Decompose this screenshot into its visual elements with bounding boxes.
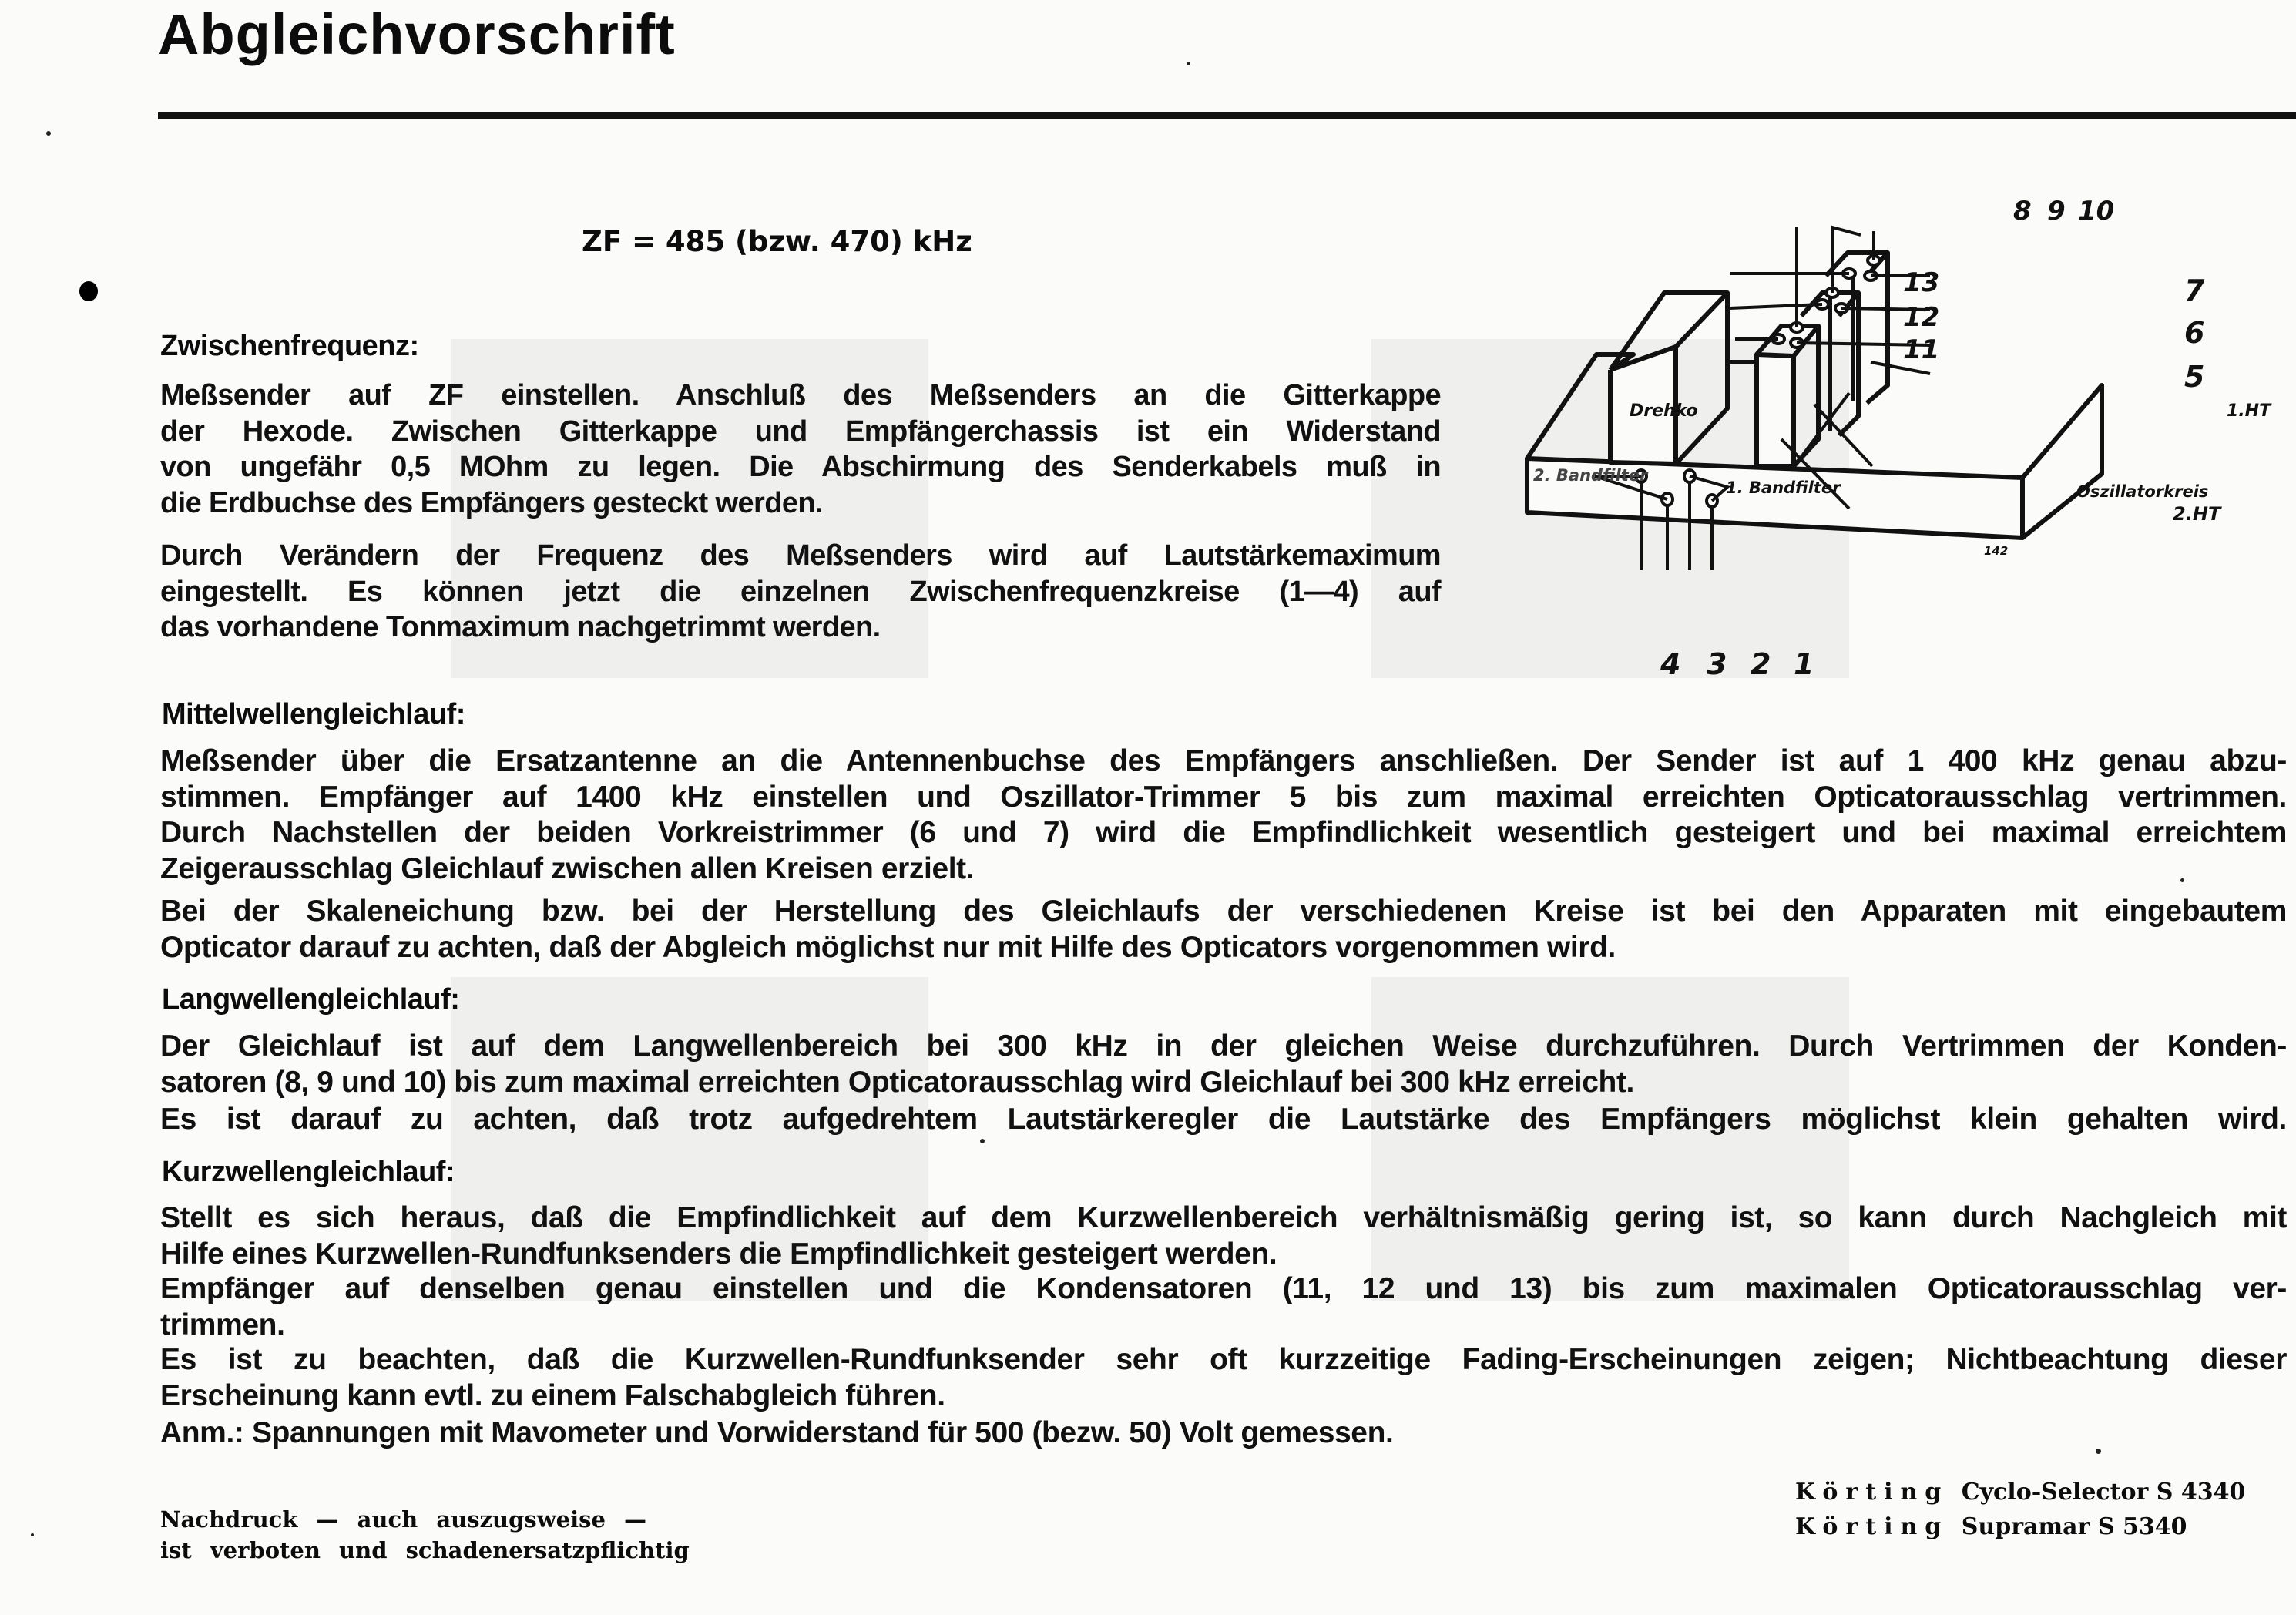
text-line: Es ist darauf zu achten, daß trotz aufgedrehtem Lautstärkeregler die Lautstärke des Empfängers möglichst klein gehalten wird. <box>160 1103 2287 1136</box>
text-line: trimmen. <box>160 1308 285 1341</box>
scan-speck <box>980 1139 985 1143</box>
text-line: satoren (8, 9 und 10) bis zum maximal erreichten Opticatorausschlag wird Gleichlauf bei 300 kHz erreicht. <box>160 1065 1634 1099</box>
label-3: 3 <box>1707 647 1727 681</box>
figure-number: 142 <box>1984 544 2009 558</box>
label-7: 7 <box>2184 274 2205 307</box>
leader-9 <box>1832 227 1861 293</box>
kw-paragraph-1 <box>160 1200 2287 1272</box>
scan-speck <box>46 131 51 136</box>
text-line: stimmen. Empfänger auf 1400 kHz einstellen und Oszillator-Trimmer 5 bis zum maximal erreichten Opticatorausschlag vertrimmen. <box>160 780 2287 814</box>
model-name: Supramar S 5340 <box>1961 1513 2187 1540</box>
model-brand: Körting <box>1795 1479 1949 1506</box>
label-13: 13 <box>1903 267 1940 298</box>
note <box>160 1415 1855 1452</box>
text-line: Empfänger auf denselben genau einstellen und die Kondensatoren (11, 12 und 13) bis zum maximalen Opticatorausschlag ver- <box>160 1272 2287 1305</box>
text-line: Opticator darauf zu achten, daß der Abgleich möglichst nur mit Hilfe des Opticators vorgenommen wird. <box>160 930 1616 964</box>
label-10: 10 <box>2078 196 2115 227</box>
mw-paragraph-1 <box>160 744 2287 887</box>
text-line: Durch Nachstellen der beiden Vorkreistrimmer (6 und 7) wird die Empfindlichkeit wesentlich gesteigert und bei maximal erreichtem <box>160 816 2287 849</box>
label-12: 12 <box>1903 302 1940 333</box>
reprint-line: ist verboten und schadenersatzpflichtig <box>160 1537 690 1563</box>
text-line: Es ist zu beachten, daß die Kurzwellen-Rundfunksender sehr oft kurzzeitige Fading-Erscheinungen zeigen; Nichtbeachtung dieser <box>160 1343 2287 1376</box>
coil-can-front <box>1757 354 1794 466</box>
label-5: 5 <box>2184 360 2205 394</box>
drehko-label: Drehko <box>1630 401 1698 421</box>
trimmer-location-diagram <box>1510 185 2281 686</box>
label-4: 4 <box>1660 647 1681 681</box>
note-label: Anm.: <box>160 1416 244 1449</box>
scan-speck <box>2180 878 2184 882</box>
reprint-line: Nachdruck — auch auszugsweise — <box>160 1506 647 1533</box>
lw-paragraph-2 <box>160 1102 2287 1138</box>
document-title: Abgleichvorschrift <box>158 2 676 66</box>
bandfilter-2-label: 2. Bandfilter <box>1533 466 1648 485</box>
heading-mittelwelle: Mittelwellengleichlauf: <box>162 698 465 730</box>
model-brand: Körting <box>1795 1513 1949 1540</box>
mw-paragraph-2 <box>160 894 2287 965</box>
bandfilter-1-label: 1. Bandfilter <box>1726 478 1841 497</box>
text-line: Durch Verändern der Frequenz des Meßsenders wird auf Lautstärkemaximum <box>160 539 1441 572</box>
heading-kurzwelle: Kurzwellengleichlauf: <box>162 1156 455 1188</box>
model-list <box>1795 1475 2245 1544</box>
text-line: Stellt es sich heraus, daß die Empfindlichkeit auf dem Kurzwellenbereich verhältnismäßig gering ist, so kann durch Nachgleich mit <box>160 1201 2287 1234</box>
text-line: Hilfe eines Kurzwellen-Rundfunksenders die Empfindlichkeit gesteigert werden. <box>160 1237 1277 1271</box>
kw-paragraph-2 <box>160 1271 2287 1343</box>
note-text: Spannungen mit Mavometer und Vorwiderstand für 500 (bezw. 50) Volt gemessen. <box>251 1416 1394 1449</box>
label-1: 1 <box>1794 647 1814 681</box>
coil-can-top <box>1757 326 1818 356</box>
text-line: Zeigerausschlag Gleichlauf zwischen allen Kreisen erzielt. <box>160 851 975 885</box>
scan-speck <box>31 1533 34 1536</box>
kw-paragraph-3 <box>160 1342 2287 1414</box>
chassis-right-face <box>2022 385 2102 538</box>
model-row <box>1795 1509 2245 1544</box>
lw-paragraph-1 <box>160 1029 2287 1100</box>
text-line: Erscheinung kann evtl. zu einem Falschabgleich führen. <box>160 1378 945 1412</box>
margin-dot <box>79 281 98 301</box>
text-line: von ungefähr 0,5 MOhm zu legen. Die Abschirmung des Senderkabels muß in <box>160 451 1441 483</box>
label-2: 2 <box>1751 647 1771 681</box>
label-8: 8 <box>2013 196 2032 227</box>
leader-2ht <box>1814 405 1872 466</box>
label-11: 11 <box>1903 334 1940 365</box>
label-6: 6 <box>2184 316 2205 350</box>
scan-speck <box>2096 1449 2101 1454</box>
text-line: die Erdbuchse des Empfängers gesteckt werden. <box>160 486 823 519</box>
heading-langwelle: Langwellengleichlauf: <box>162 983 460 1016</box>
oszillatorkreis-label: Oszillatorkreis <box>2076 482 2209 501</box>
text-line: Bei der Skaleneichung bzw. bei der Herstellung des Gleichlaufs der verschiedenen Kreise ist bei den Apparaten mit eingebautem <box>160 895 2287 928</box>
title-rule <box>158 112 2296 119</box>
ht1-label: 1.HT <box>2227 401 2271 421</box>
reprint-notice <box>160 1504 690 1566</box>
text-line: Meßsender über die Ersatzantenne an die Antennenbuchse des Empfängers anschließen. Der Sender ist auf 1 400 kHz genau abzu- <box>160 744 2287 777</box>
zf-paragraph-1 <box>160 378 1441 521</box>
label-9: 9 <box>2047 196 2066 227</box>
text-line: eingestellt. Es können jetzt die einzelnen Zwischenfrequenzkreise (1—4) auf <box>160 575 1441 608</box>
text-line: Der Gleichlauf ist auf dem Langwellenbereich bei 300 kHz in der gleichen Weise durchzuführen. Durch Vertrimmen der Konden- <box>160 1029 2287 1063</box>
text-line: das vorhandene Tonmaximum nachgetrimmt werden. <box>160 611 881 643</box>
model-row <box>1795 1475 2245 1509</box>
zf-frequency-line: ZF = 485 (bzw. 470) kHz <box>582 225 972 258</box>
heading-zwischenfrequenz: Zwischenfrequenz: <box>160 330 419 362</box>
text-line: der Hexode. Zwischen Gitterkappe und Empfängerchassis ist ein Widerstand <box>160 415 1441 448</box>
text-line: Meßsender auf ZF einstellen. Anschluß des Meßsenders an die Gitterkappe <box>160 379 1441 411</box>
ht2-label: 2.HT <box>2173 503 2221 525</box>
scan-speck <box>1187 62 1190 65</box>
model-name: Cyclo-Selector S 4340 <box>1961 1479 2246 1506</box>
zf-paragraph-2 <box>160 538 1441 646</box>
